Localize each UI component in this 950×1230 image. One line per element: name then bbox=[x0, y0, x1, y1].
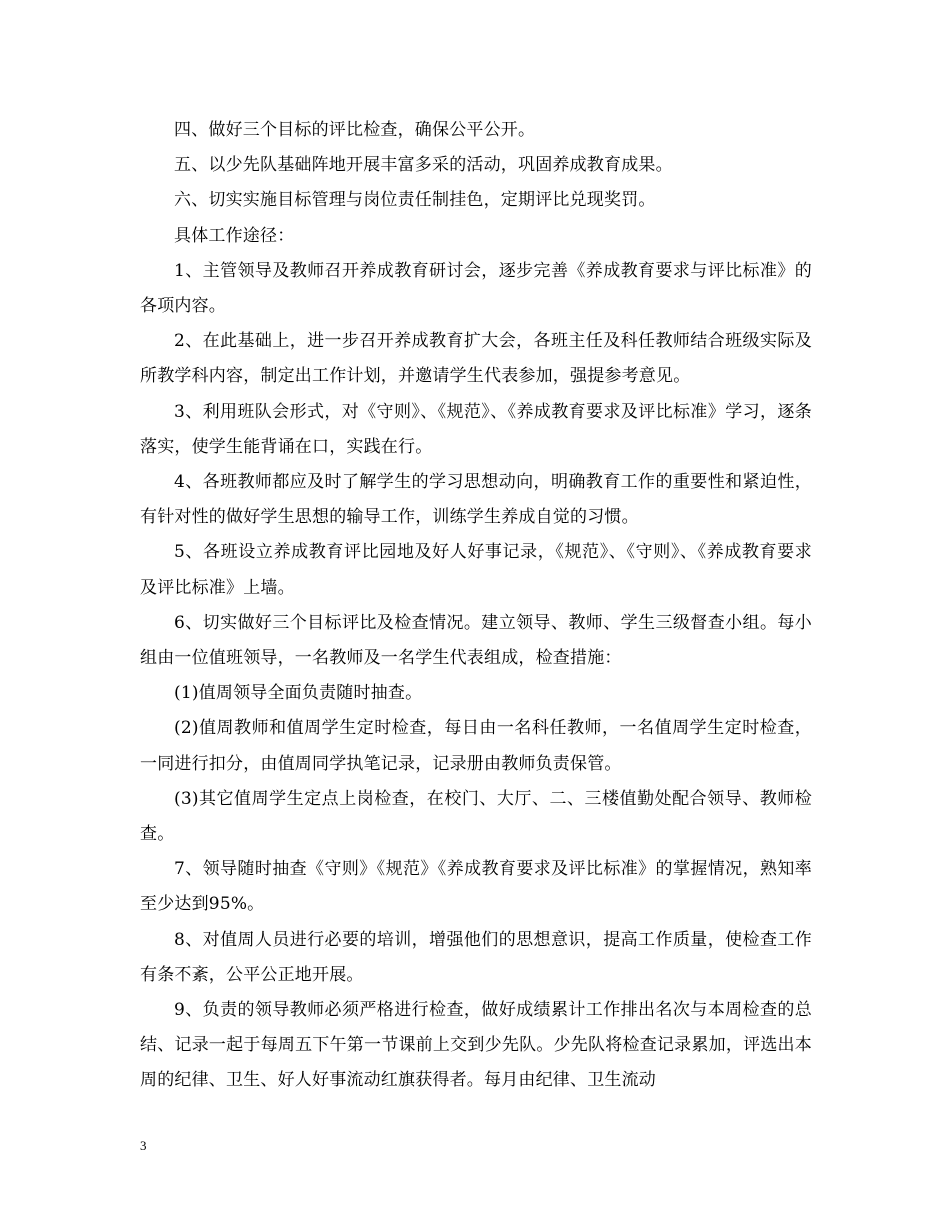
paragraph-step-9: 9、负责的领导教师必须严格进行检查，做好成绩累计工作排出名次与本周检查的总结、记录一起于每周五下午第一节课前上交到少先队。少先队将检查记录累加，评选出本周的纪律、卫生、好人好事流动红旗获得者。每月由纪律、卫生流动 bbox=[140, 1000, 812, 1091]
paragraph-goal-4: 四、做好三个目标的评比检查，确保公平公开。 bbox=[174, 120, 536, 140]
paragraph-measure-1: (1)值周领导全面负责随时抽查。 bbox=[174, 683, 423, 704]
paragraph-goal-5: 五、以少先队基础阵地开展丰富多采的活动，巩固养成教育成果。 bbox=[174, 155, 673, 176]
document-body bbox=[140, 113, 812, 1099]
paragraph-step-7: 7、领导随时抽查《守则》《规范》《养成教育要求及评比标准》的掌握情况，熟知率至少达到95%。 bbox=[140, 859, 812, 915]
paragraph-step-2: 2、在此基础上，进一步召开养成教育扩大会，各班主任及科任教师结合班级实际及所教学科内容，制定出工作计划，并邀请学生代表参加，强提参考意见。 bbox=[140, 331, 812, 387]
paragraph-step-8: 8、对值周人员进行必要的培训，增强他们的思想意识，提高工作质量，使检查工作有条不紊，公平公正地开展。 bbox=[140, 929, 812, 985]
paragraph-goal-6: 六、切实实施目标管理与岗位责任制挂色，定期评比兑现奖罚。 bbox=[174, 190, 656, 211]
page-number: 3 bbox=[140, 1138, 147, 1153]
paragraph-step-3: 3、利用班队会形式，对《守则》、《规范》、《养成教育要求及评比标准》学习，逐条落实，使学生能背诵在口，实践在行。 bbox=[140, 401, 812, 457]
paragraph-measure-2: (2)值周教师和值周学生定时检查，每日由一名科任教师，一名值周学生定时检查，一同进行扣分，由值周同学执笔记录，记录册由教师负责保管。 bbox=[140, 718, 812, 774]
paragraph-step-1: 1、主管领导及教师召开养成教育研讨会，逐步完善《养成教育要求与评比标准》的各项内容。 bbox=[140, 260, 812, 317]
paragraph-heading-approach: 具体工作途径： bbox=[174, 225, 295, 246]
paragraph-step-4: 4、各班教师都应及时了解学生的学习思想动向，明确教育工作的重要性和紧迫性，有针对性的做好学生思想的输导工作，训练学生养成自觉的习惯。 bbox=[140, 472, 812, 528]
paragraph-step-6: 6、切实做好三个目标评比及检查情况。建立领导、教师、学生三级督查小组。每小组由一位值班领导，一名教师及一名学生代表组成，检查措施： bbox=[140, 612, 812, 669]
paragraph-step-5: 5、各班设立养成教育评比园地及好人好事记录，《规范》、《守则》、《养成教育要求及评比标准》上墙。 bbox=[140, 542, 812, 598]
paragraph-measure-3: (3)其它值周学生定点上岗检查，在校门、大厅、二、三楼值勤处配合领导、教师检查。 bbox=[140, 788, 812, 845]
